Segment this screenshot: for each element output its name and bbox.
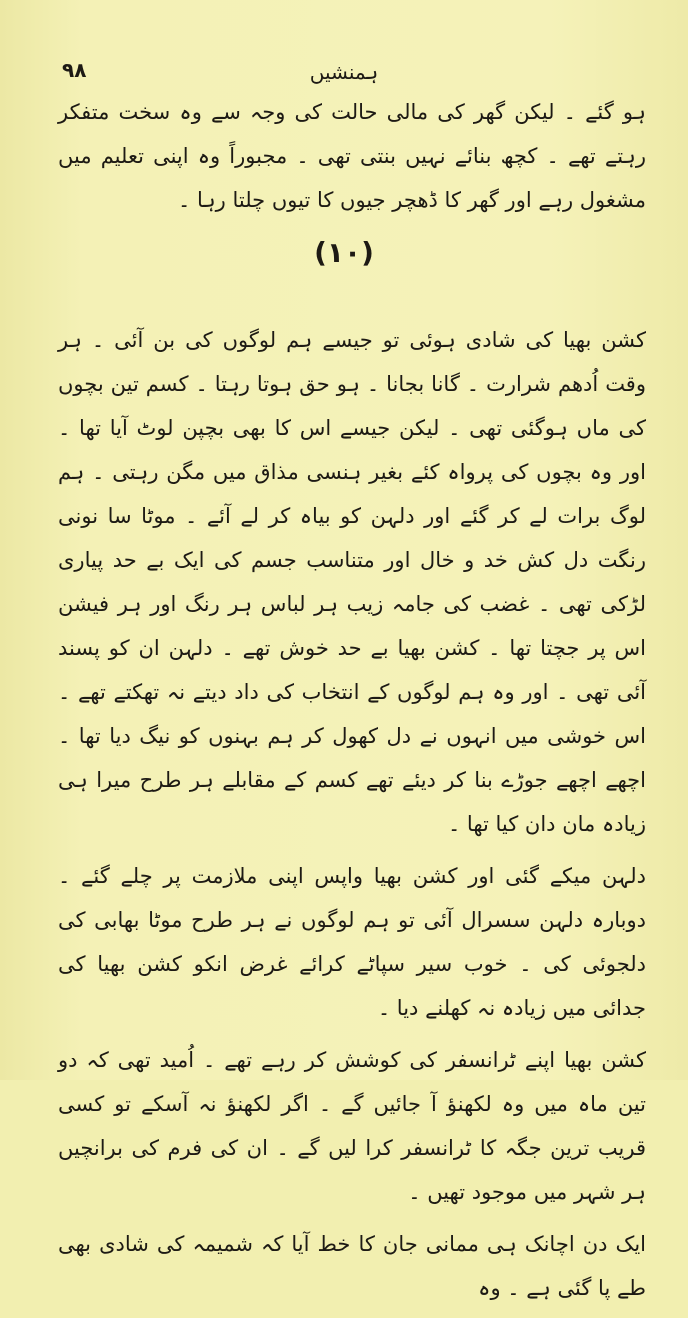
paragraph: کشن بھیا اپنے ٹرانسفر کی کوشش کر رہے تھے ۔ اُمید تھی کہ دو تین ماہ میں وہ لکھنؤ آ جائیں گے ۔ اگر لکھنؤ نہ آسکے تو کسی قریب ترین جگہ کا ٹرانسفر کرا لیں گے ۔ ان کی فرم کی برانچیں ہر شہر میں موجود تھیں ۔ (58, 1048, 646, 1204)
running-title: ہمنشیں (309, 60, 379, 84)
top-paragraph-block (58, 90, 646, 222)
paragraph: ہو گئے ۔ لیکن گھر کی مالی حالت کی وجہ سے وہ سخت متفکر رہتے تھے ۔ کچھ بنائے نہیں بنتی تھی ۔ مجبوراً وہ اپنی تعلیم میں مشغول رہے اور گھر کا ڈھچر جیوں کا تیوں چلتا رہا ۔ (58, 100, 646, 212)
paragraph: کشن بھیا کی شادی ہوئی تو جیسے ہم لوگوں کی بن آئی ۔ ہر وقت اُدھم شرارت ۔ گانا بجانا ۔ ہو حق ہوتا رہتا ۔ کسم تین بچوں کی ماں ہوگئی تھی ۔ لیکن جیسے اس کا بھی بچپن لوٹ آیا تھا ۔ اور وہ بچوں کی پرواہ کئے بغیر ہنسی مذاق میں مگن رہتی ۔ ہم لوگ برات لے کر گئے اور دلہن کو بیاہ کر لے آئے ۔ موٹا سا نونی رنگت دل کش خد و خال اور متناسب جسم کی ایک بے حد پیاری لڑکی تھی ۔ غضب کی جامہ زیب ہر لباس ہر رنگ اور ہر فیشن اس پر جچتا تھا ۔ کشن بھیا بے حد خوش تھے ۔ دلہن ان کو پسند آئی تھی ۔ اور وہ ہم لوگوں کے انتخاب کی داد دیتے نہ تھکتے تھے ۔ اس خوشی میں انہوں نے دل کھول کر ہم بہنوں کو نیگ دیا تھا ۔ اچھے اچھے جوڑے بنا کر دیئے تھے کسم کے مقابلے ہر طرح میرا ہی زیادہ مان دان کیا تھا ۔ (58, 328, 646, 836)
chapter-number: (۱۰) (314, 236, 374, 269)
main-text-block (58, 318, 646, 1318)
paragraph: دلہن میکے گئی اور کشن بھیا واپس اپنی ملازمت پر چلے گئے ۔ دوبارہ دلہن سسرال آئی تو ہم لوگوں نے ہر طرح موٹا بھابی کی دلجوئی کی ۔ خوب سیر سپاٹے کرائے غرض انکو کشن بھیا کی جدائی میں زیادہ نہ کھلنے دیا ۔ (58, 864, 646, 1020)
paragraph: ایک دن اچانک ہی ممانی جان کا خط آیا کہ شمیمہ کی شادی بھی طے پا گئی ہے ۔ وہ (58, 1232, 646, 1300)
page-number: ۹۸ (62, 58, 87, 82)
